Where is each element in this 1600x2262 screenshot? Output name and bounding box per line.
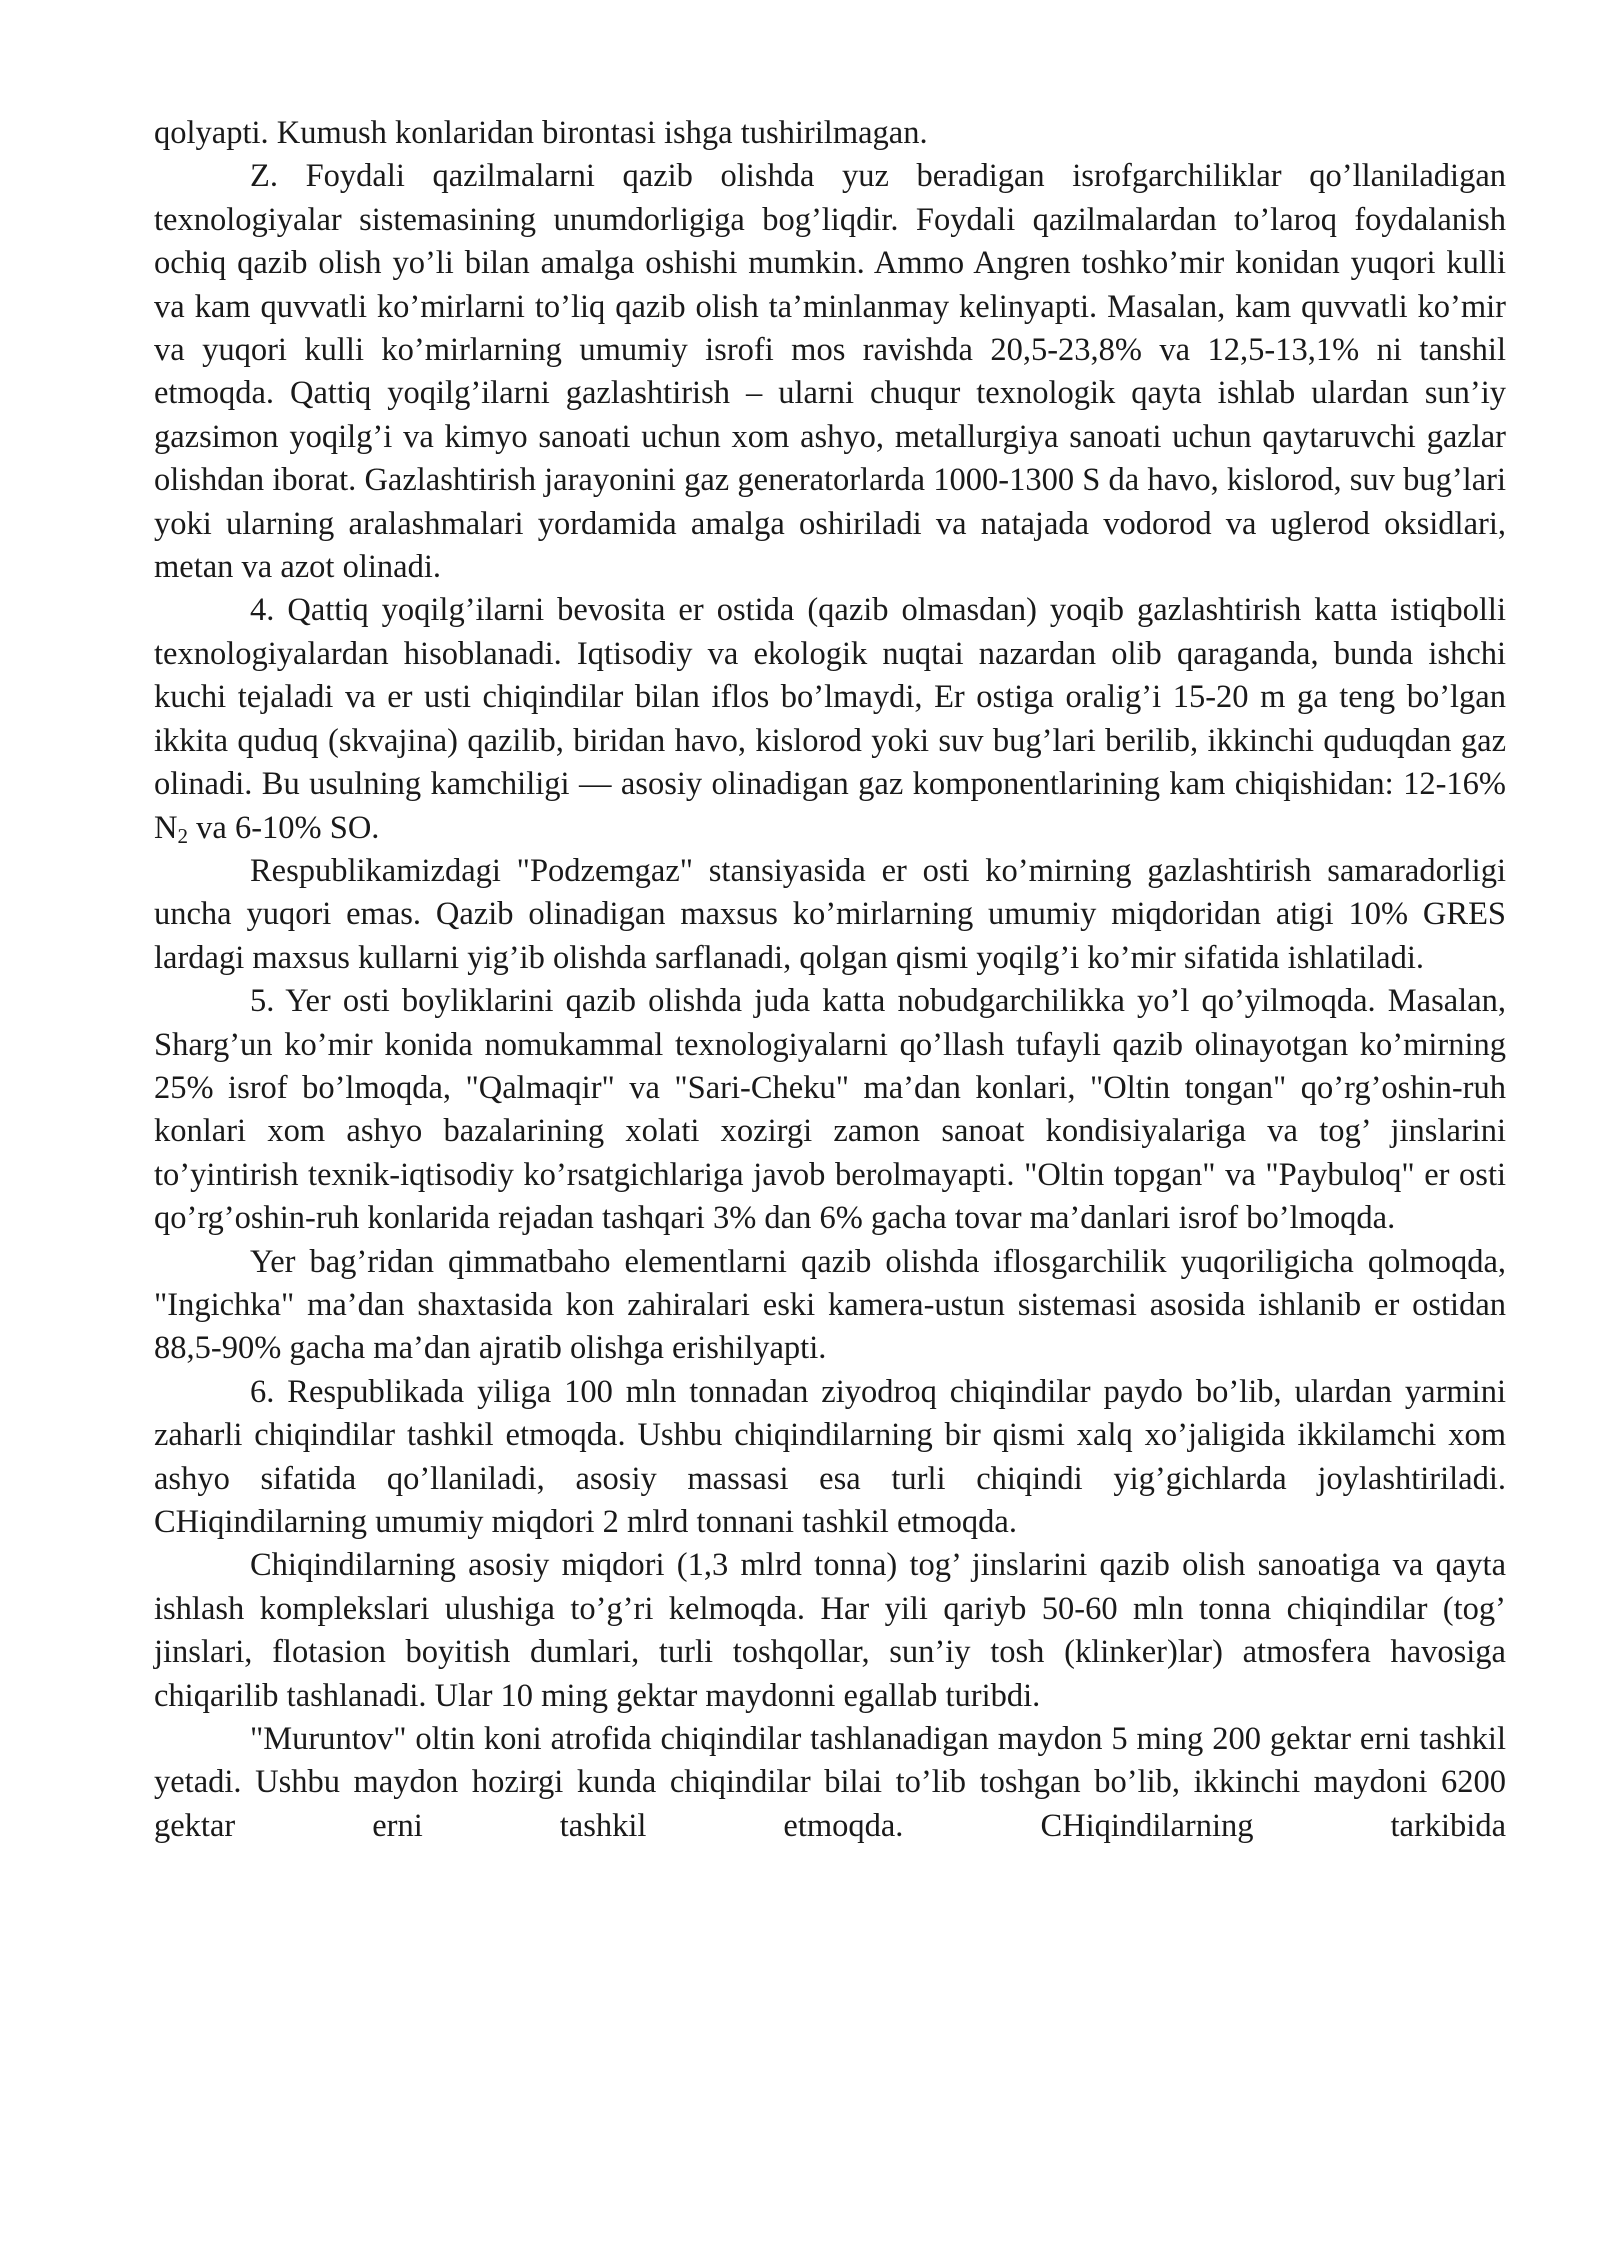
paragraph-6: Yer bag’ridan qimmatbaho elementlarni qazib olishda iflosgarchilik yuqoriligicha qolmoqda, "Ingichka" ma’dan shaxtasida kon zahiralari eski kamera-ustun sistemasi asosida ishlanib er ostidan 88,5-90% gacha ma’dan ajratib olishga erishilyapti. <box>154 1243 1506 1367</box>
paragraph-1: qolyapti. Kumush konlaridan birontasi ishga tushirilmagan. <box>154 115 928 151</box>
subscript: 2 <box>177 824 189 849</box>
paragraph-8: Chiqindilarning asosiy miqdori (1,3 mlrd tonna) tog’ jinslarini qazib olish sanoatiga va qayta ishlash komplekslari ulushiga to’g’ri kelmoqda. Har yili qariyb 50-60 mln tonna chiqindilar (tog’ jinslari, flotasion boyitish dumlari, turli toshqollar, sun’iy tosh (klinker)lar) atmosfera havosiga chiqarilib tashlanadi. Ular 10 ming gektar maydonni egallab turibdi. <box>154 1547 1506 1714</box>
paragraph-3-text-after: va 6-10% SO. <box>188 809 380 846</box>
paragraph-2: Z. Foydali qazilmalarni qazib olishda yuz beradigan isrofgarchiliklar qo’llaniladigan texnologiyalar sistemasining unumdorligiga bog’liqdir. Foydali qazilmalardan to’laroq foydalanish ochiq qazib olish yo’li bilan amalga oshishi mumkin. Ammo Angren toshko’mir konidan yuqori kulli va kam quvvatli ko’mirlarni to’liq qazib olish ta’minlanmay kelinyapti. Masalan, kam quvvatli ko’mir va yuqori kulli ko’mirlarning umumiy isrofi mos ravishda 20,5-23,8% va 12,5-13,1% ni tanshil etmoqda. Qattiq yoqilg’ilarni gazlashtirish – ularni chuqur texnologik qayta ishlab ulardan sun’iy gazsimon yoqilg’i va kimyo sanoati uchun xom ashyo, metallurgiya sanoati uchun qaytaruvchi gazlar olishdan iborat. Gazlashtirish jarayonini gaz generatorlarda 1000-1300 S da havo, kislorod, suv bug’lari yoki ularning aralashmalari yordamida amalga oshiriladi va natajada vodorod va uglerod oksidlari, metan va azot olinadi. <box>154 158 1506 586</box>
document-page <box>154 112 1506 1848</box>
paragraph-7: 6. Respublikada yiliga 100 mln tonnadan ziyodroq chiqindilar paydo bo’lib, ulardan yarmini zaharli chiqindilar tashkil etmoqda. Ushbu chiqindilarning bir qismi xalq xo’jaligida ikkilamchi xom ashyo sifatida qo’llaniladi, asosiy massasi esa turli chiqindi yig’gichlarda joylashtiriladi. CHiqindilarning umumiy miqdori 2 mlrd tonnani tashkil etmoqda. <box>154 1373 1506 1540</box>
paragraph-3 <box>154 589 1506 849</box>
paragraph-9: "Muruntov" oltin koni atrofida chiqindilar tashlanadigan maydon 5 ming 200 gektar erni tashkil yetadi. Ushbu maydon hozirgi kunda chiqindilar bilai to’lib toshgan bo’lib, ikkinchi maydoni 6200 gektar erni tashkil etmoqda. CHiqindilarning tarkibida <box>154 1721 1506 1844</box>
paragraph-4: Respublikamizdagi "Podzemgaz" stansiyasida er osti ko’mirning gazlashtirish samaradorligi uncha yuqori emas. Qazib olinadigan maxsus ko’mirlarning umumiy miqdoridan atigi 10% GRES lardagi maxsus kullarni yig’ib olishda sarflanadi, qolgan qismi yoqilg’i ko’mir sifatida ishlatiladi. <box>154 852 1506 976</box>
paragraph-5: 5. Yer osti boyliklarini qazib olishda juda katta nobudgarchilikka yo’l qo’yilmoqda. Masalan, Sharg’un ko’mir konida nomukammal texnologiyalarni qo’llash tufayli qazib olinayotgan ko’mirning 25% isrof bo’lmoqda, "Qalmaqir" va "Sari-Cheku" ma’dan konlari, "Oltin tongan" qo’rg’oshin-ruh konlari xom ashyo bazalarining xolati xozirgi zamon sanoat kondisiyalariga va tog’ jinslarini to’yintirish texnik-iqtisodiy ko’rsatgichlariga javob berolmayapti. "Oltin topgan" va "Paybuloq" er osti qo’rg’oshin-ruh konlarida rejadan tashqari 3% dan 6% gacha tovar ma’danlari isrof bo’lmoqda. <box>154 983 1506 1237</box>
paragraph-3-text-before: 4. Qattiq yoqilg’ilarni bevosita er ostida (qazib olmasdan) yoqib gazlashtirish katta istiqbolli texnologiyalardan hisoblanadi. Iqtisodiy va ekologik nuqtai nazardan olib qaraganda, bunda ishchi kuchi tejaladi va er usti chiqindilar bilan iflos bo’lmaydi, Er ostiga oralig’i 15-20 m ga teng bo’lgan ikkita quduq (skvajina) qazilib, biridan havo, kislorod yoki suv bug’lari berilib, ikkinchi quduqdan gaz olinadi. Bu usulning kamchiligi — asosiy olinadigan gaz komponentlarining kam chiqishidan: 12-16% N <box>154 592 1506 846</box>
